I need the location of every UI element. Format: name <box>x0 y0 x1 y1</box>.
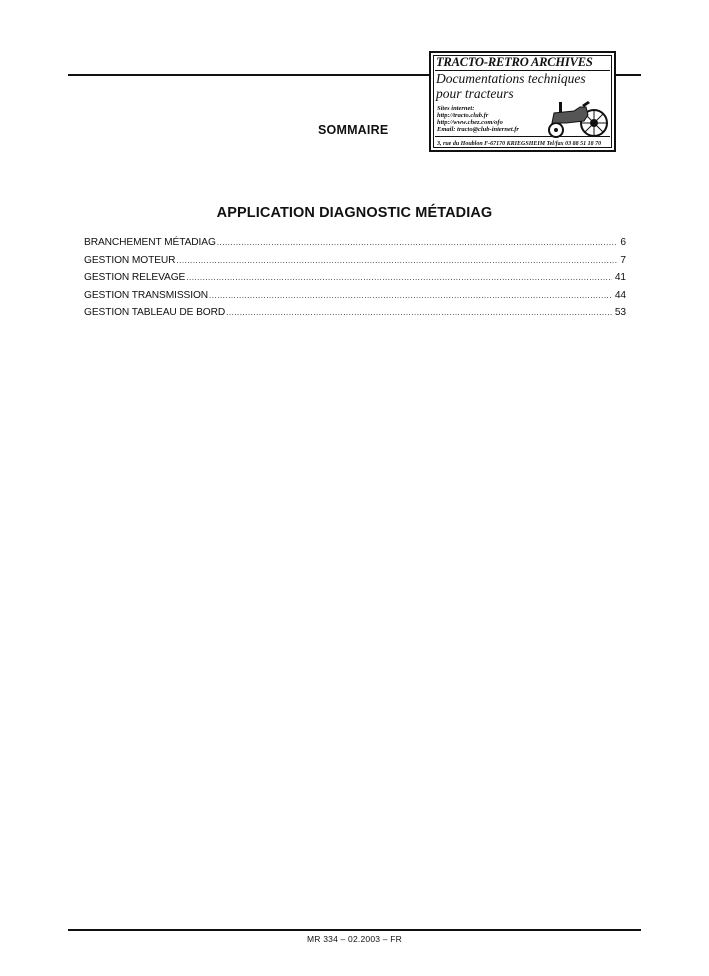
toc-page: 6 <box>620 237 626 248</box>
stamp-address: 3, rue du Houblon F-67170 KRIEGSHEIM Tel/fax 03 88 51 18 70 <box>437 141 602 147</box>
toc-entry[interactable] <box>84 272 626 290</box>
toc-page: 7 <box>620 254 626 266</box>
toc-label: BRANCHEMENT MÉTADIAG <box>84 237 216 248</box>
stamp-site-1: http://tracto.club.fr <box>437 112 489 119</box>
toc-label: GESTION TRANSMISSION <box>84 289 209 301</box>
stamp-site-2: http://www.chez.com/ofo <box>437 119 503 126</box>
toc-leader <box>186 273 612 282</box>
toc-label: GESTION RELEVAGE <box>84 272 186 283</box>
tractor-icon <box>544 99 610 139</box>
stamp-email: Email: tracto@club-internet.fr <box>437 126 519 133</box>
toc-page: 41 <box>614 272 626 283</box>
toc-entry[interactable] <box>84 290 626 308</box>
toc-label: GESTION MOTEUR <box>84 254 176 266</box>
stamp-subtitle-2: pour tracteurs <box>436 86 514 101</box>
page-heading: SOMMAIRE <box>318 123 389 137</box>
page-footer: MR 334 – 02.2003 – FR <box>307 934 402 944</box>
toc-entry[interactable] <box>84 307 626 325</box>
stamp-subtitle-1: Documentations techniques <box>436 71 586 86</box>
stamp-footer-divider <box>435 136 610 137</box>
section-title: APPLICATION DIAGNOSTIC MÉTADIAG <box>216 205 493 221</box>
toc-leader <box>217 238 618 247</box>
footer-rule <box>68 929 641 931</box>
table-of-contents <box>84 237 626 325</box>
toc-entry[interactable] <box>84 237 626 255</box>
toc-label: GESTION TABLEAU DE BORD <box>84 307 226 318</box>
toc-leader <box>226 308 612 317</box>
toc-page: 53 <box>614 307 626 318</box>
toc-entry[interactable] <box>84 255 626 273</box>
toc-leader <box>176 256 617 265</box>
stamp-sites-label: Sites internet: <box>437 105 475 112</box>
toc-leader <box>209 291 612 300</box>
stamp-title: TRACTO-RETRO ARCHIVES <box>436 55 593 69</box>
archive-stamp <box>429 51 616 152</box>
toc-page: 44 <box>614 289 626 301</box>
